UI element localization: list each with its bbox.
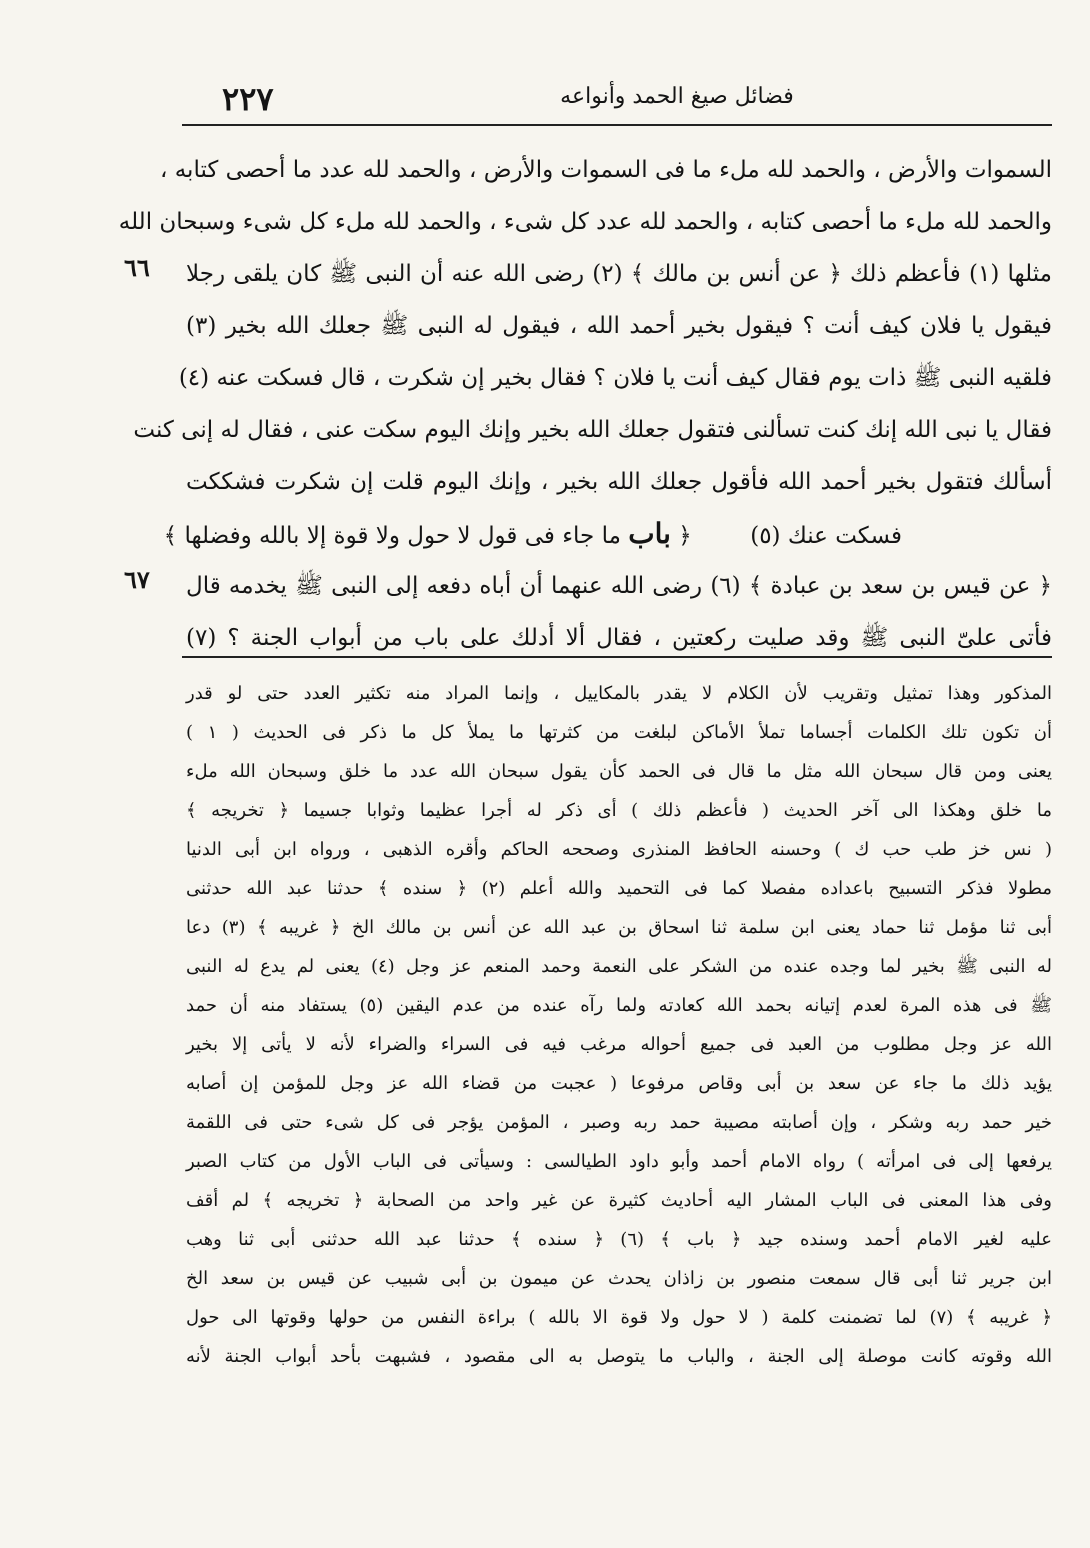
footnote-line: ما خلق وهكذا الى آخر الحديث ( فأعظم ذلك ) أى ذكر له أجرا عظيما وثوابا جسيما ﴿ تخريجه ﴾ [186, 800, 1052, 821]
footnote-line: مطولا فذكر التسبيح باعداده مفصلا كما فى التحميد والله أعلم (٢) ﴿ سنده ﴾ حدثنا عبد الله حدثنى [186, 878, 1052, 899]
footnote-line: يؤيد ذلك ما جاء عن سعد بن أبى وقاص مرفوعا ( عجبت من قضاء الله عز وجل للمؤمن إن أصابه [186, 1073, 1052, 1094]
page-number: ٢٢٧ [222, 80, 274, 118]
footnote-line: عليه لغير الامام أحمد وسنده جيد ﴿ باب ﴾ (٦) ﴿ سنده ﴾ حدثنا عبد الله حدثنى أبى ثنا وهب [186, 1229, 1052, 1250]
text-line: فيقول يا فلان كيف أنت ؟ فيقول بخير أحمد الله ، فيقول له النبى ﷺ جعلك الله بخير (٣) [186, 313, 1052, 339]
footnote-line: الله عز وجل مطلوب من العبد فى جميع أحواله مرغب فيه فى السراء والضراء لأنه لا يأتى إلا بخير [186, 1034, 1052, 1055]
footnote-line: يرفعها إلى فى امرأته ) رواه الامام أحمد وأبو داود الطيالسى : وسيأتى فى الباب الأول من كتاب الصبر [186, 1151, 1052, 1172]
text-line: ﴿ عن قيس بن سعد بن عبادة ﴾ (٦) رضى الله عنهما أن أباه دفعه إلى النبى ﷺ يخدمه قال [186, 573, 1052, 599]
text-line: مثلها (١) فأعظم ذلك ﴿ عن أنس بن مالك ﴾ (٢) رضى الله عنه أن النبى ﷺ كان يلقى رجلا [186, 261, 1052, 287]
text-line: فسكت عنك (٥) [750, 523, 902, 549]
footnotes [186, 674, 1052, 1376]
chapter-heading-line [163, 508, 1052, 560]
hadith-number: ٦٦ [124, 253, 150, 282]
running-title: فضائل صيغ الحمد وأنواعه [560, 84, 794, 109]
chapter-subtitle: ما جاء فى قول لا حول ولا قوة إلا بالله وفضلها ﴾ [163, 523, 621, 549]
header-rule [182, 124, 1052, 126]
footnote-line: الله وقوته كانت موصلة إلى الجنة ، والباب ما يتوصل به الى مقصود ، فشبهت بأحد أبواب الجنة لأنه [186, 1346, 1052, 1367]
text-line: فأتى علىّ النبى ﷺ وقد صليت ركعتين ، فقال ألا أدلك على باب من أبواب الجنة ؟ (٧) [186, 625, 1052, 651]
footnote-line: وفى هذا المعنى فى الباب المشار اليه أحاديث كثيرة عن غير واحد من الصحابة ﴿ تخريجه ﴾ لم أقف [186, 1190, 1052, 1211]
footnote-line: المذكور وهذا تمثيل وتقريب لأن الكلام لا يقدر بالمكاييل ، وإنما المراد منه تكثير العدد حتى لو قدر [186, 683, 1052, 704]
footnote-line: خير حمد ربه وشكر ، وإن أصابته مصيبة حمد ربه وصبر ، المؤمن يؤجر فى كل شىء حتى فى اللقمة [186, 1112, 1052, 1133]
footnote-rule [182, 656, 1052, 658]
footnote-line: ﷺ فى هذه المرة لعدم إتيانه بحمد الله كعادته ولما رآه عنده من عدم اليقين (٥) يستفاد منه أن حمد [186, 995, 1052, 1016]
text-line: والحمد لله ملء ما أحصى كتابه ، والحمد لله عدد كل شىء ، والحمد لله ملء كل شىء وسبحان الله [118, 209, 1052, 235]
chapter-title: باب [628, 517, 671, 550]
footnote-line: أن تكون تلك الكلمات أجساما تملأ الأماكن لبلغت من كثرتها ما يملأ كل ما ذكر فى الحديث ( ١ ) [186, 722, 1052, 743]
chapter-bracket: ﴿ [678, 523, 692, 549]
footnote-line: ﴿ غريبه ﴾ (٧) لما تضمنت كلمة ( لا حول ولا قوة الا بالله ) براءة النفس من حولها وقوتها الى حول [186, 1307, 1052, 1328]
text-line: أسألك فتقول بخير أحمد الله فأقول جعلك الله بخير ، وإنك اليوم قلت إن شكرت فشككت [186, 469, 1052, 495]
footnote-line: يعنى ومن قال سبحان الله مثل ما قال فى الحمد كأن يقول سبحان الله عدد ما خلق وسبحان الله ملء [186, 761, 1052, 782]
hadith-number: ٦٧ [124, 565, 150, 594]
footnote-line: أبى ثنا مؤمل ثنا حماد يعنى ابن سلمة ثنا اسحاق بن عبد الله عن أنس بن مالك الخ ﴿ غريبه ﴾ (٣) دعا [186, 917, 1053, 938]
page-header [182, 78, 1052, 122]
footnote-line: ( نس خز طب حب ك ) وحسنه الحافظ المنذرى وصححه الحاكم وأقره الذهبى ، ورواه ابن أبى الدنيا [186, 839, 1052, 860]
footnote-line: له النبى ﷺ بخير لما وجده عنده من الشكر على النعمة وحمد المنعم عز وجل (٤) يعنى لم يدع له النبى [186, 956, 1052, 977]
footnote-line: ابن جرير ثنا أبى قال سمعت منصور بن زاذان يحدث عن ميمون بن أبى شبيب عن قيس بن سعد الخ [186, 1268, 1052, 1289]
text-line: فقال يا نبى الله إنك كنت تسألنى فتقول جعلك الله بخير وإنك اليوم سكت عنى ، فقال له إنى كنت [133, 417, 1052, 443]
text-line: السموات والأرض ، والحمد لله ملء ما فى السموات والأرض ، والحمد لله عدد ما أحصى كتابه ، [159, 157, 1052, 183]
text-line: فلقيه النبى ﷺ ذات يوم فقال كيف أنت يا فلان ؟ فقال بخير إن شكرت ، قال فسكت عنه (٤) [178, 365, 1052, 391]
